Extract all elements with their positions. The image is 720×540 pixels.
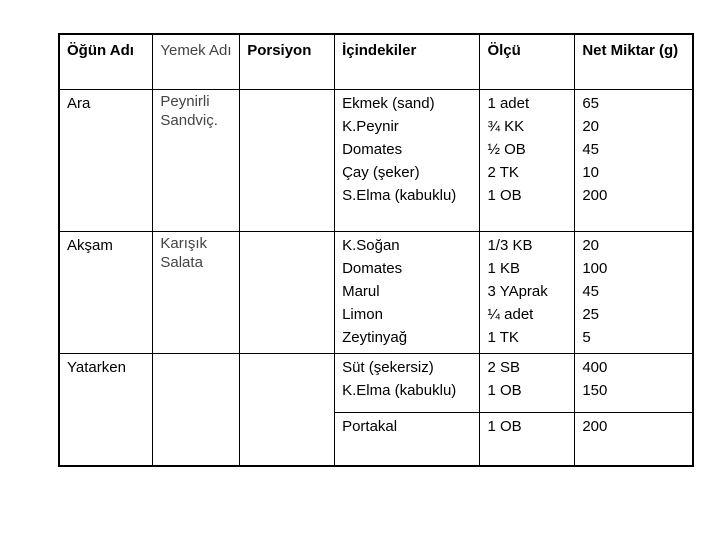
- ingredients-cell: Ekmek (sand) K.Peynir Domates Çay (şeker) S.Elma (kabuklu): [335, 89, 480, 231]
- dish-name: Peynirli Sandviç.: [153, 89, 240, 231]
- header-portion: Porsiyon: [240, 34, 335, 89]
- portion-cell: [240, 353, 335, 412]
- net-amount-cell: 400 150: [575, 353, 693, 412]
- header-dish: Yemek Adı: [153, 34, 240, 89]
- table-row: [59, 353, 693, 412]
- meal-name: [59, 412, 153, 466]
- table-header-row: [59, 34, 693, 89]
- table-row: [59, 412, 693, 466]
- dish-name: [153, 353, 240, 412]
- portion-cell: [240, 89, 335, 231]
- header-ingredients: İçindekiler: [335, 34, 480, 89]
- table-row: [59, 231, 693, 353]
- meal-name: Akşam: [59, 231, 153, 353]
- net-amount-cell: 20 100 45 25 5: [575, 231, 693, 353]
- portion-cell: [240, 412, 335, 466]
- measure-cell: 2 SB 1 OB: [480, 353, 575, 412]
- dish-name: Karışık Salata: [153, 231, 240, 353]
- meal-plan-table: [58, 33, 694, 467]
- header-net-amount: Net Miktar (g): [575, 34, 693, 89]
- portion-cell: [240, 231, 335, 353]
- meal-name: Ara: [59, 89, 153, 231]
- meal-name: Yatarken: [59, 353, 153, 412]
- table-row: [59, 89, 693, 231]
- header-measure: Ölçü: [480, 34, 575, 89]
- measure-cell: 1 OB: [480, 412, 575, 466]
- ingredients-cell: K.Soğan Domates Marul Limon Zeytinyağ: [335, 231, 480, 353]
- header-meal: Öğün Adı: [59, 34, 153, 89]
- dish-name: [153, 412, 240, 466]
- ingredients-cell: Süt (şekersiz) K.Elma (kabuklu): [335, 353, 480, 412]
- measure-cell: 1 adet ¾ KK ½ OB 2 TK 1 OB: [480, 89, 575, 231]
- net-amount-cell: 200: [575, 412, 693, 466]
- measure-cell: 1/3 KB 1 KB 3 YAprak ¼ adet 1 TK: [480, 231, 575, 353]
- ingredients-cell: Portakal: [335, 412, 480, 466]
- net-amount-cell: 65 20 45 10 200: [575, 89, 693, 231]
